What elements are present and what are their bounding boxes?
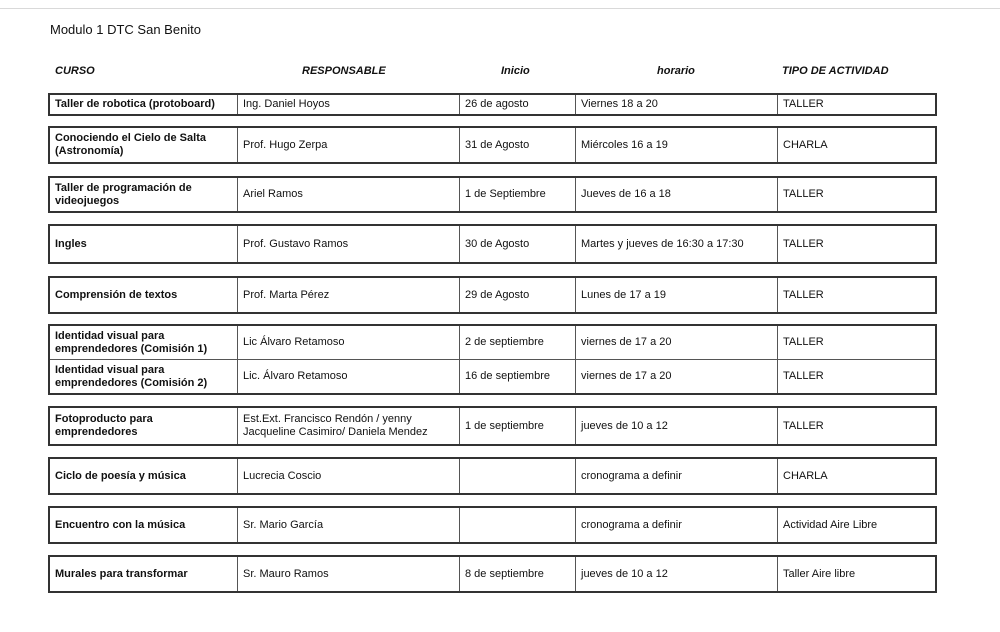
start-date-cell: 30 de Agosto	[460, 226, 576, 262]
course-cell: Identidad visual para emprendedores (Comisión 2)	[50, 360, 238, 393]
schedule-cell: Viernes 18 a 20	[576, 95, 778, 114]
schedule-cell: Martes y jueves de 16:30 a 17:30	[576, 226, 778, 262]
schedule-cell: cronograma a definir	[576, 459, 778, 493]
responsable-cell: Lucrecia Coscio	[238, 459, 460, 493]
responsable-cell: Sr. Mario García	[238, 508, 460, 542]
start-date-cell: 1 de Septiembre	[460, 178, 576, 211]
table-row	[50, 459, 935, 493]
activity-type-cell: TALLER	[783, 98, 824, 110]
start-date-cell	[460, 459, 576, 493]
start-date-cell: 29 de Agosto	[460, 278, 576, 312]
start-date-cell: 8 de septiembre	[460, 557, 576, 591]
activity-type-cell: CHARLA	[783, 138, 828, 151]
table-row	[50, 178, 935, 211]
activity-type-cell: CHARLA	[783, 469, 828, 482]
responsable-cell: Sr. Mauro Ramos	[238, 557, 460, 591]
responsable-cell: Ariel Ramos	[238, 178, 460, 211]
responsable-cell: Lic Álvaro Retamoso	[238, 326, 460, 359]
course-cell: Identidad visual para emprendedores (Comisión 1)	[50, 326, 238, 359]
table-block	[48, 457, 937, 495]
table-block	[48, 555, 937, 593]
table-row	[50, 508, 935, 542]
course-cell: Comprensión de textos	[50, 278, 238, 312]
course-cell: Conociendo el Cielo de Salta (Astronomía)	[50, 128, 238, 162]
activity-type-cell: TALLER	[783, 188, 824, 200]
course-cell: Ciclo de poesía y música	[50, 459, 238, 493]
course-cell: Ingles	[50, 226, 238, 262]
course-cell: Fotoproducto para emprendedores	[50, 408, 238, 444]
header-tipo: TIPO DE ACTIVIDAD	[782, 65, 889, 77]
page-title: Modulo 1 DTC San Benito	[50, 22, 202, 37]
schedule-cell: viernes de 17 a 20	[576, 360, 778, 393]
table-block	[48, 224, 937, 264]
start-date-cell: 26 de agosto	[460, 95, 576, 114]
activity-type-cell: TALLER	[783, 370, 824, 382]
top-divider	[0, 8, 1000, 9]
table-block	[48, 406, 937, 446]
course-cell: Murales para transformar	[50, 557, 238, 591]
course-cell: Encuentro con la música	[50, 508, 238, 542]
table-block	[48, 93, 937, 116]
activity-type-cell: Actividad Aire Libre	[783, 518, 878, 531]
responsable-cell: Prof. Marta Pérez	[238, 278, 460, 312]
table-block	[48, 324, 937, 395]
table-row	[50, 326, 935, 359]
table-row	[50, 359, 935, 393]
responsable-cell: Lic. Álvaro Retamoso	[238, 360, 460, 393]
activity-type-cell: TALLER	[783, 336, 824, 348]
table-row	[50, 557, 935, 591]
responsable-cell: Est.Ext. Francisco Rendón / yenny Jacqueline Casimiro/ Daniela Mendez	[238, 408, 460, 444]
start-date-cell: 16 de septiembre	[460, 360, 576, 393]
start-date-cell: 31 de Agosto	[460, 128, 576, 162]
start-date-cell: 1 de septiembre	[460, 408, 576, 444]
table-block	[48, 176, 937, 213]
header-inicio: Inicio	[501, 65, 530, 77]
table-row	[50, 128, 935, 162]
schedule-cell: viernes de 17 a 20	[576, 326, 778, 359]
activity-type-cell: Taller Aire libre	[783, 567, 856, 580]
table-block	[48, 126, 937, 164]
responsable-cell: Prof. Hugo Zerpa	[238, 128, 460, 162]
start-date-cell: 2 de septiembre	[460, 326, 576, 359]
schedule-cell: jueves de 10 a 12	[576, 557, 778, 591]
schedule-cell: cronograma a definir	[576, 508, 778, 542]
course-cell: Taller de robotica (protoboard)	[50, 95, 238, 114]
activity-type-cell: TALLER	[783, 237, 824, 250]
course-cell: Taller de programación de videojuegos	[50, 178, 238, 211]
activity-type-cell: TALLER	[783, 288, 824, 301]
responsable-cell: Ing. Daniel Hoyos	[238, 95, 460, 114]
activity-type-cell: TALLER	[783, 419, 824, 432]
schedule-cell: Miércoles 16 a 19	[576, 128, 778, 162]
table-row	[50, 408, 935, 444]
schedule-cell: jueves de 10 a 12	[576, 408, 778, 444]
header-curso: CURSO	[55, 65, 95, 77]
table-row	[50, 95, 935, 114]
table-block	[48, 276, 937, 314]
table-row	[50, 278, 935, 312]
schedule-cell: Jueves de 16 a 18	[576, 178, 778, 211]
responsable-cell: Prof. Gustavo Ramos	[238, 226, 460, 262]
header-responsable: RESPONSABLE	[302, 65, 386, 77]
start-date-cell	[460, 508, 576, 542]
header-horario: horario	[657, 65, 695, 77]
schedule-cell: Lunes de 17 a 19	[576, 278, 778, 312]
table-block	[48, 506, 937, 544]
table-row	[50, 226, 935, 262]
